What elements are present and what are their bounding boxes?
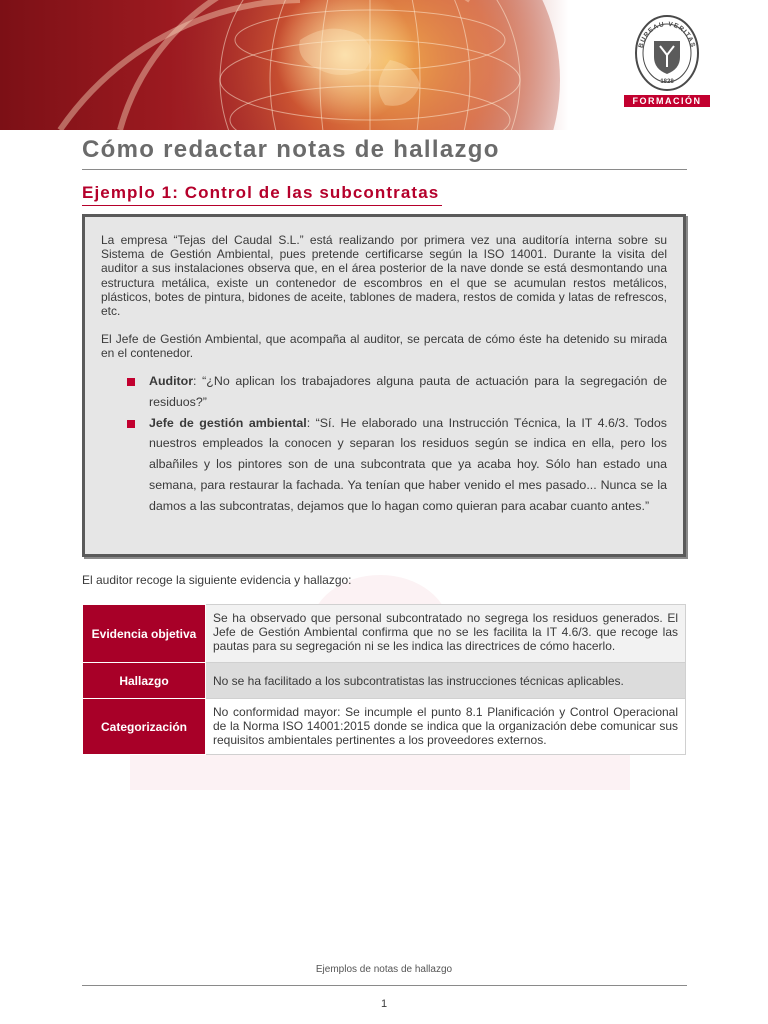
formacion-tag: FORMACIÓN <box>624 95 710 107</box>
bureau-veritas-logo <box>624 14 710 110</box>
case-paragraph: El Jefe de Gestión Ambiental, que acompaña al auditor, se percata de cómo éste ha detenido su mirada en el contenedor. <box>101 332 667 361</box>
speaker-quote: : “Sí. He elaborado una Instrucción Técnica, la IT 4.6/3. Todos nuestros empleados la conocen y separan los residuos según se indica en ella, pero los albañiles y los pintores son de una subcontrata que ya acaba hoy. Sólo han estado una semana, para restaurar la fachada. Ya tenían que haber venido el mes pasado... Nunca se la damos a las subcontratas, dejamos que lo hagan como quieran para acabar cuanto antes.” <box>149 415 667 513</box>
header-banner <box>0 0 768 130</box>
table-row <box>83 699 686 755</box>
case-paragraph: La empresa “Tejas del Caudal S.L.” está realizando por primera vez una auditoría interna sobre su Sistema de Gestión Ambiental, pues pretende certificarse según la ISO 14001. Durante la visita del auditor a sus instalaciones observa que, en el área posterior de la nave donde se está desmontando una estructura metálica, existe un contenedor de escombros en el que se acumulan restos metálicos, plásticos, botes de pintura, bidones de aceite, tablones de madera, restos de comida y latas de refrescos, etc. <box>101 233 667 319</box>
dialogue-item <box>125 413 667 517</box>
footer-title: Ejemplos de notas de hallazgo <box>315 964 453 975</box>
table-row <box>83 663 686 699</box>
title-divider <box>82 169 687 170</box>
logo-year: 1828 <box>660 79 674 85</box>
page-number: 1 <box>380 998 388 1010</box>
speaker-name: Auditor <box>149 374 194 388</box>
row-value: No conformidad mayor: Se incumple el punto 8.1 Planificación y Control Operacional de la Norma ISO 14001:2015 donde se indica que la organización debe comunicar sus requisitos ambientales pertinentes a los proveedores externos. <box>206 699 686 755</box>
footer-divider <box>82 985 687 986</box>
case-description-box <box>82 214 686 557</box>
square-bullet-icon <box>127 378 135 386</box>
row-value: Se ha observado que personal subcontratado no segrega los residuos generados. El Jefe de Gestión Ambiental confirma que no se les facilita la IT 4.6/3. que recoge las pautas para su segregación ni se les indica las directrices de cómo hacerlo. <box>206 605 686 663</box>
example-heading: Ejemplo 1: Control de las subcontratas <box>82 183 440 202</box>
document-title: Cómo redactar notas de hallazgo <box>82 136 500 163</box>
row-label: Categorización <box>83 699 206 755</box>
evidence-intro: El auditor recoge la siguiente evidencia y hallazgo: <box>82 573 352 587</box>
logo-text: BUREAU VERITAS <box>637 20 697 49</box>
speaker-quote: : “¿No aplican los trabajadores alguna pauta de actuación para la segregación de residuos?” <box>149 374 667 409</box>
example-heading-underline <box>82 205 442 206</box>
bureau-veritas-seal-icon <box>624 14 710 94</box>
row-label: Evidencia objetiva <box>83 605 206 663</box>
square-bullet-icon <box>127 420 135 428</box>
dialogue-list <box>125 371 667 517</box>
speaker-name: Jefe de gestión ambiental <box>149 415 307 430</box>
finding-table <box>82 604 686 755</box>
row-value: No se ha facilitado a los subcontratistas las instrucciones técnicas aplicables. <box>206 663 686 699</box>
dialogue-item <box>125 371 667 413</box>
row-label: Hallazgo <box>83 663 206 699</box>
table-row <box>83 605 686 663</box>
